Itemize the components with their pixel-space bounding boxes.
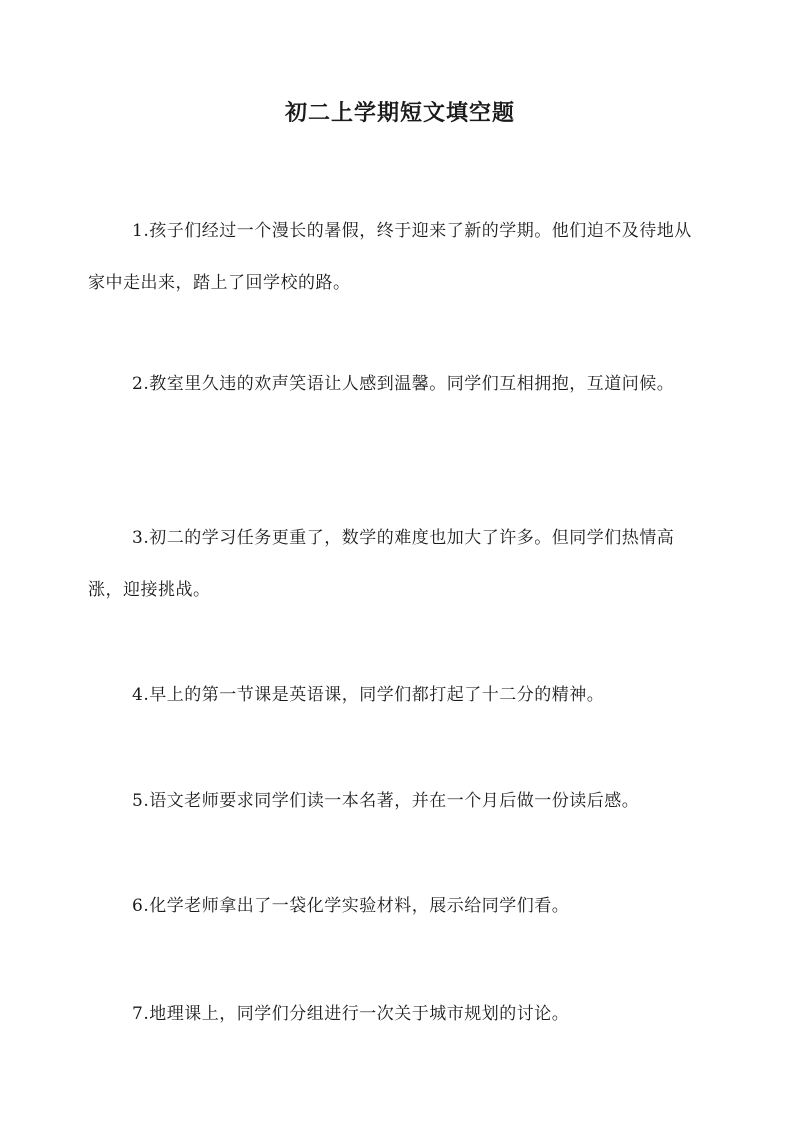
paragraph-item-2: 2.教室里久违的欢声笑语让人感到温馨。同学们互相拥抱，互道问候。 xyxy=(132,374,675,394)
document-title: 初二上学期短文填空题 xyxy=(284,100,515,126)
paragraph-item-4: 4.早上的第一节课是英语课，同学们都打起了十二分的精神。 xyxy=(132,685,605,705)
paragraph-item-7: 7.地理课上，同学们分组进行一次关于城市规划的讨论。 xyxy=(132,1004,570,1024)
paragraph-item-3: 3.初二的学习任务更重了，数学的难度也加大了许多。但同学们热情高涨，迎接挑战。 xyxy=(88,528,675,600)
paragraph-item-6: 6.化学老师拿出了一袋化学实验材料，展示给同学们看。 xyxy=(132,896,570,916)
paragraph-item-1: 1.孩子们经过一个漫长的暑假，终于迎来了新的学期。他们迫不及待地从家中走出来，踏上了回学校的路。 xyxy=(88,221,692,293)
paragraph-item-5: 5.语文老师要求同学们读一本名著，并在一个月后做一份读后感。 xyxy=(132,791,640,811)
